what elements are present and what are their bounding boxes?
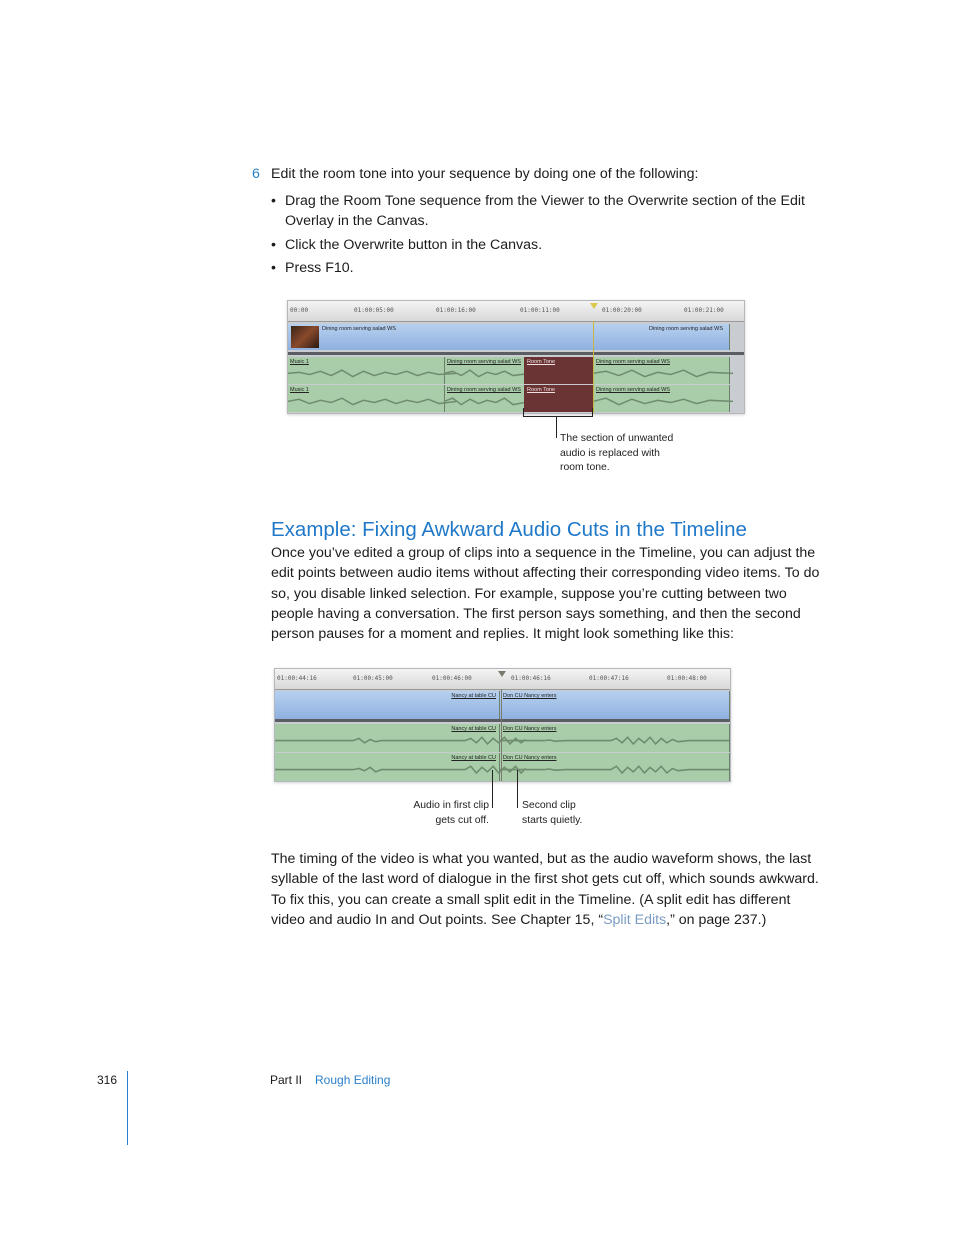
audio-clip <box>288 385 445 412</box>
clip-label: Nancy at table CU <box>451 693 496 699</box>
clip-label: Dining room serving salad WS <box>447 359 521 365</box>
bullet-text: Drag the Room Tone sequence from the Viewer to the Overwrite section of the Edit Overlay in the Canvas. <box>285 193 805 230</box>
audio-clip <box>444 385 525 412</box>
ruler-timecode: 01:00:16:00 <box>436 307 476 314</box>
video-track <box>275 691 730 719</box>
audio-track-1 <box>275 724 730 752</box>
audio-clip <box>288 357 445 384</box>
callout-bracket <box>523 408 593 417</box>
figure-caption-left <box>380 799 489 828</box>
video-clip <box>288 324 594 350</box>
clip-label: Music 1 <box>290 387 309 393</box>
ruler-timecode: 01:00:46:00 <box>432 675 472 682</box>
clip-label: Dining room serving salad WS <box>649 326 723 332</box>
playhead-icon <box>498 671 506 677</box>
clip-label: Room Tone <box>527 359 556 365</box>
caption-line: Audio in first clip <box>413 800 489 811</box>
caption-line: gets cut off. <box>435 814 489 826</box>
list-item: • Drag the Room Tone sequence from the Viewer to the Overwrite section of the Edit Overlay in the Canvas. <box>271 191 821 232</box>
split-edits-link[interactable]: Split Edits <box>603 911 667 928</box>
ruler-timecode: 01:00:21:00 <box>684 307 724 314</box>
waveform-icon <box>593 368 733 379</box>
footer-divider <box>127 1071 128 1145</box>
timeline-screenshot-audio-cut <box>274 668 731 782</box>
waveform-icon <box>444 396 530 407</box>
caption-line: Second clip <box>522 800 576 811</box>
audio-clip <box>499 724 730 752</box>
clip-label: Dining room serving salad WS <box>596 387 670 393</box>
section-paragraph: Once you’ve edited a group of clips into a sequence in the Timeline, you can adjust the edit points between audio items without affecting their corresponding video items. To do so, you disable linked selection. For example, suppose you’re cutting between two people having a conversation. The first person says something, and then the second person pauses for a moment and replies. It might look something like this: <box>271 545 820 643</box>
room-tone-clip <box>524 357 594 384</box>
playhead-icon <box>590 303 598 309</box>
waveform-icon <box>288 396 456 407</box>
ruler-timecode: 01:00:45:00 <box>353 675 393 682</box>
video-clip <box>275 691 500 719</box>
clip-label: Music 1 <box>290 359 309 365</box>
ruler-timecode: 01:00:46:16 <box>511 675 551 682</box>
waveform-icon <box>275 735 526 746</box>
body-paragraph <box>271 849 826 930</box>
step-number: 6 <box>252 166 260 182</box>
audio-clip <box>499 753 730 781</box>
section-heading: Example: Fixing Awkward Audio Cuts in the Timeline <box>271 518 747 541</box>
ruler-timecode: 01:00:47:16 <box>589 675 629 682</box>
step-bullets <box>271 191 821 278</box>
footer-part: Part II <box>270 1073 303 1087</box>
footer-chapter: Rough Editing <box>315 1073 391 1087</box>
waveform-icon <box>499 764 731 775</box>
playhead-line <box>501 689 502 781</box>
page-number: 316 <box>97 1073 118 1087</box>
callout-line <box>492 770 493 808</box>
clip-label: Don CU Nancy enters <box>503 726 557 732</box>
video-clip <box>593 324 730 350</box>
track-divider <box>288 352 744 355</box>
clip-label: Dining room serving salad WS <box>596 359 670 365</box>
figure-caption-right <box>522 799 582 828</box>
timeline-ruler <box>288 301 744 322</box>
bullet-text: Press F10. <box>285 259 354 276</box>
list-item: • Click the Overwrite button in the Canvas. <box>271 235 821 255</box>
playhead-line <box>593 321 594 413</box>
callout-line <box>556 416 557 438</box>
bullet-text: Click the Overwrite button in the Canvas. <box>285 236 543 253</box>
clip-label: Dining room serving salad WS <box>447 387 521 393</box>
clip-label: Don CU Nancy enters <box>503 693 557 699</box>
waveform-icon <box>499 735 731 746</box>
waveform-icon <box>593 396 733 407</box>
caption-line: The section of unwanted <box>560 433 674 444</box>
audio-track-2 <box>288 385 730 412</box>
callout-line <box>517 770 518 808</box>
audio-clip <box>275 753 500 781</box>
audio-clip <box>444 357 525 384</box>
waveform-icon <box>275 764 526 775</box>
list-item: • Press F10. <box>271 258 821 278</box>
video-track <box>288 324 730 350</box>
ruler-timecode: 01:00:48:00 <box>667 675 707 682</box>
video-clip <box>499 691 730 719</box>
clip-label: Room Tone <box>527 387 556 393</box>
clip-thumbnail <box>291 326 319 348</box>
timeline-screenshot-room-tone <box>287 300 745 414</box>
audio-clip <box>275 724 500 752</box>
paragraph-text: The timing of the video is what you wanted, but as the audio waveform shows, the last syllable of the last word of dialogue in the first shot gets cut off, which sounds awkward. To fix this, you can create a small split edit in the Timeline. (A split edit has different video and audio In and Out points. See Chapter 15, “ <box>271 851 819 928</box>
caption-line: audio is replaced with <box>560 447 660 459</box>
audio-track-2 <box>275 753 730 781</box>
clip-label: Nancy at table CU <box>451 726 496 732</box>
ruler-timecode: 01:00:05:00 <box>354 307 394 314</box>
audio-track-1 <box>288 357 730 384</box>
audio-clip <box>593 357 730 384</box>
ruler-timecode: 00:00 <box>290 307 309 314</box>
caption-line: room tone. <box>560 462 610 474</box>
paragraph-text: ,” on page 237.) <box>666 911 767 928</box>
waveform-icon <box>444 368 530 379</box>
clip-label: Nancy at table CU <box>451 755 496 761</box>
caption-line: starts quietly. <box>522 814 583 826</box>
clip-label: Don CU Nancy enters <box>503 755 557 761</box>
audio-clip <box>593 385 730 412</box>
ruler-timecode: 01:00:11:00 <box>520 307 560 314</box>
clip-label: Dining room serving salad WS <box>322 326 396 332</box>
timeline-ruler <box>275 669 730 690</box>
step-text: Edit the room tone into your sequence by doing one of the following: <box>271 166 699 182</box>
waveform-icon <box>288 368 456 379</box>
figure-caption <box>560 432 673 476</box>
track-divider <box>275 719 730 722</box>
ruler-timecode: 01:00:20:00 <box>602 307 642 314</box>
ruler-timecode: 01:00:44:16 <box>277 675 317 682</box>
